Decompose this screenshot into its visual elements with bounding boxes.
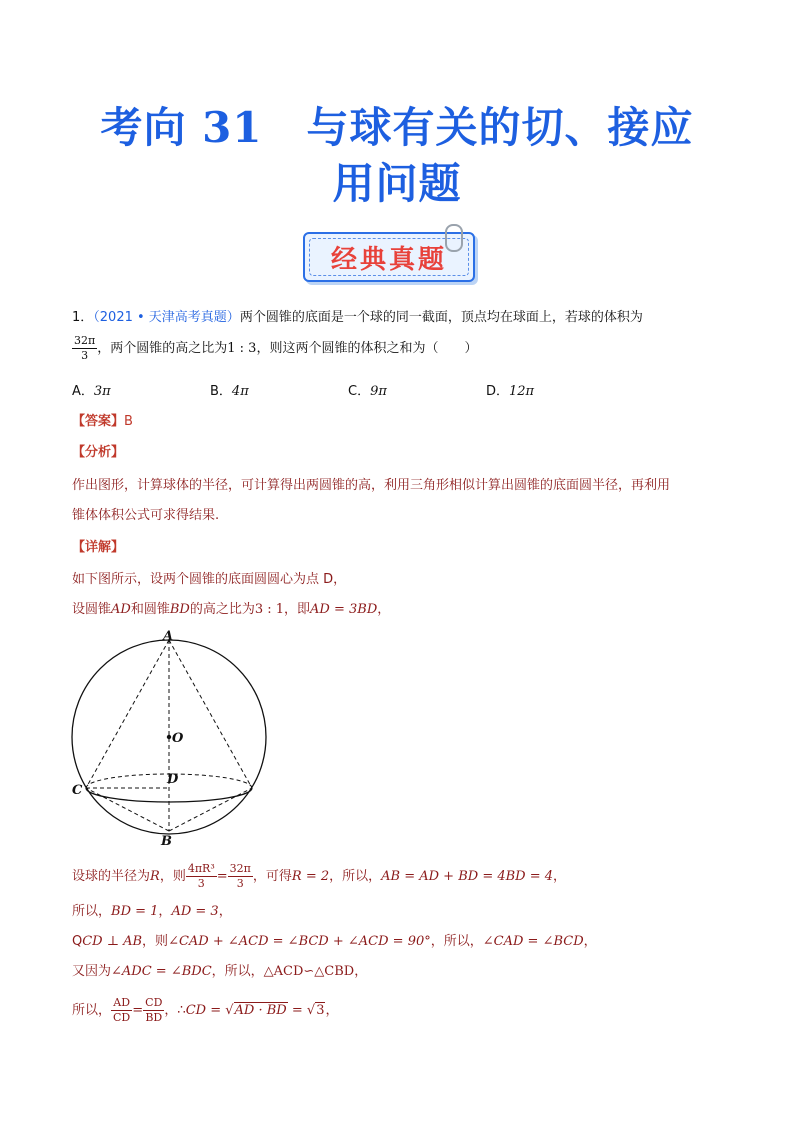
solution-line-4: 又因为∠ADC = ∠BDC，所以，△ACD∽△CBD，: [72, 964, 368, 979]
ratio-cd-bd: $\frac{CD}{BD}$: [145, 996, 163, 1024]
solution-line-1: 设球的半径为R，则 $\frac{\text{4πR³}}{3}$ = $\frac{32\pi}{3}$ ，可得R = 2，所以，AB = AD + BD = 4BD = 4，: [72, 862, 567, 890]
volume-fraction: $\frac{32\pi}{3}$: [74, 334, 96, 362]
section-badge-label: 经典真题: [309, 238, 469, 276]
solution-line-3: QCD ⊥ AB，则∠CAD + ∠ACD = ∠BCD + ∠ACD = 90°，所以，∠CAD = ∠BCD，: [72, 934, 597, 949]
detail-line-1: 如下图所示，设两个圆锥的底面圆圆心为点 D，: [72, 572, 347, 587]
answer-line: [72, 412, 133, 432]
title-part2: 与球有关的切、接应: [306, 103, 694, 152]
solution-line-2: 所以，BD = 1，AD = 3，: [72, 904, 232, 919]
label-d: D: [167, 772, 179, 787]
paperclip-icon: [445, 224, 463, 252]
option-d: D．12π: [486, 384, 535, 399]
ratio-ad-cd: $\frac{AD}{CD}$: [113, 996, 131, 1024]
analysis-tag: 【分析】: [72, 445, 125, 460]
sphere-volume-formula: $\frac{\text{4πR³}}{3}$: [187, 862, 215, 890]
detail-tag: 【详解】: [72, 540, 125, 555]
center-point-o: [167, 735, 171, 739]
label-o: O: [172, 731, 184, 746]
sphere-cone-figure: [68, 628, 274, 846]
option-b: B．4π: [210, 384, 249, 399]
question-stem-b: ，两个圆锥的高之比为: [97, 341, 228, 356]
title-part1: 考向 31: [100, 103, 263, 152]
answer-tag: 【答案】: [72, 414, 125, 429]
option-c: C．9π: [348, 384, 387, 399]
label-b: B: [161, 834, 172, 846]
detail-line-2: 设圆锥AD和圆锥BD的高之比为3 : 1，即AD = 3BD，: [72, 602, 391, 617]
question-line-1: [72, 308, 643, 328]
question-stem-c: ，则这两个圆锥的体积之和为（ ）: [256, 341, 478, 356]
sphere-volume-value: $\frac{32\pi}{3}$: [229, 862, 251, 890]
question-line-2: [72, 334, 477, 363]
question-number: 1．: [72, 310, 94, 325]
edge-ac: [86, 640, 169, 788]
question-source: （2021 • 天津高考真题）: [93, 310, 240, 325]
analysis-line-2: 锥体体积公式可求得结果.: [72, 508, 220, 523]
edge-a-right: [169, 640, 252, 788]
answer-value: B: [124, 414, 133, 429]
height-ratio: 1 : 3: [227, 341, 257, 356]
label-c: C: [72, 783, 83, 798]
analysis-line-1: 作出图形，计算球体的半径，可计算得出两圆锥的高，利用三角形相似计算出圆锥的底面圆半径，再利用: [72, 478, 671, 493]
solution-line-5: 所以， $\frac{AD}{CD}$ = $\frac{CD}{BD}$ ，∴CD = √AD · BD = √3，: [72, 996, 339, 1024]
title-line2: 用问题: [332, 159, 462, 208]
label-a: A: [163, 629, 174, 644]
option-a: A．3π: [72, 384, 111, 399]
options-row: [72, 382, 722, 402]
page-title: [60, 100, 734, 212]
question-stem-a: 两个圆锥的底面是一个球的同一截面，顶点均在球面上，若球的体积为: [239, 310, 643, 325]
